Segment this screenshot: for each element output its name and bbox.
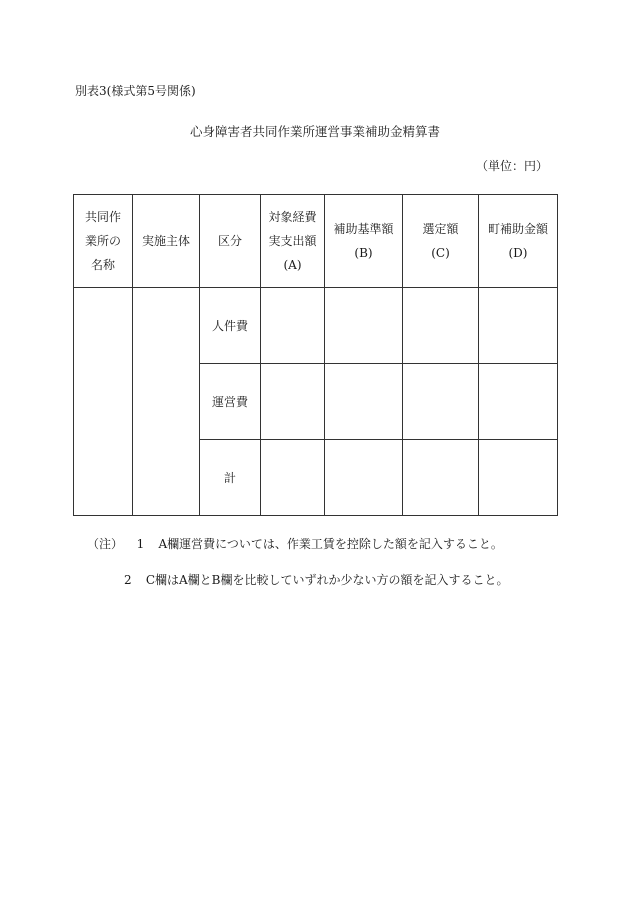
unit-label: （単位：円）	[475, 159, 548, 173]
workshop-name-cell[interactable]	[74, 288, 133, 516]
category-label: 計	[200, 440, 261, 516]
cell-b[interactable]	[325, 364, 403, 440]
header-row	[74, 195, 558, 288]
cell-d[interactable]	[479, 440, 558, 516]
note-2	[124, 572, 509, 588]
cell-a[interactable]	[261, 364, 325, 440]
category-label: 運営費	[200, 364, 261, 440]
settlement-table	[73, 194, 558, 516]
note-1	[87, 536, 503, 552]
note-label: （注）	[87, 537, 124, 551]
note-number: 1	[136, 537, 145, 551]
header-workshop-name: 共同作 業所の 名称	[74, 195, 133, 288]
cell-c[interactable]	[403, 364, 479, 440]
cell-a[interactable]	[261, 440, 325, 516]
note-text: C欄はA欄とB欄を比較していずれか少ない方の額を記入すること。	[145, 573, 509, 587]
header-actual-expenditure: 対象経費 実支出額 (A)	[261, 195, 325, 288]
header-category: 区分	[200, 195, 261, 288]
header-selected-amount: 選定額 (C)	[403, 195, 479, 288]
note-text: A欄運営費については、作業工賃を控除した額を記入すること。	[158, 537, 503, 551]
document-title: 心身障害者共同作業所運営事業補助金精算書	[189, 124, 440, 139]
category-label: 人件費	[200, 288, 261, 364]
cell-c[interactable]	[403, 288, 479, 364]
cell-b[interactable]	[325, 440, 403, 516]
header-standard-amount: 補助基準額 (B)	[325, 195, 403, 288]
table-row	[74, 288, 558, 364]
cell-d[interactable]	[479, 364, 558, 440]
document-reference: 別表3(様式第5号関係)	[75, 84, 196, 98]
implementing-body-cell[interactable]	[133, 288, 200, 516]
note-number: 2	[124, 573, 132, 587]
cell-a[interactable]	[261, 288, 325, 364]
cell-d[interactable]	[479, 288, 558, 364]
header-town-subsidy: 町補助金額 (D)	[479, 195, 558, 288]
cell-c[interactable]	[403, 440, 479, 516]
cell-b[interactable]	[325, 288, 403, 364]
header-implementing-body: 実施主体	[133, 195, 200, 288]
